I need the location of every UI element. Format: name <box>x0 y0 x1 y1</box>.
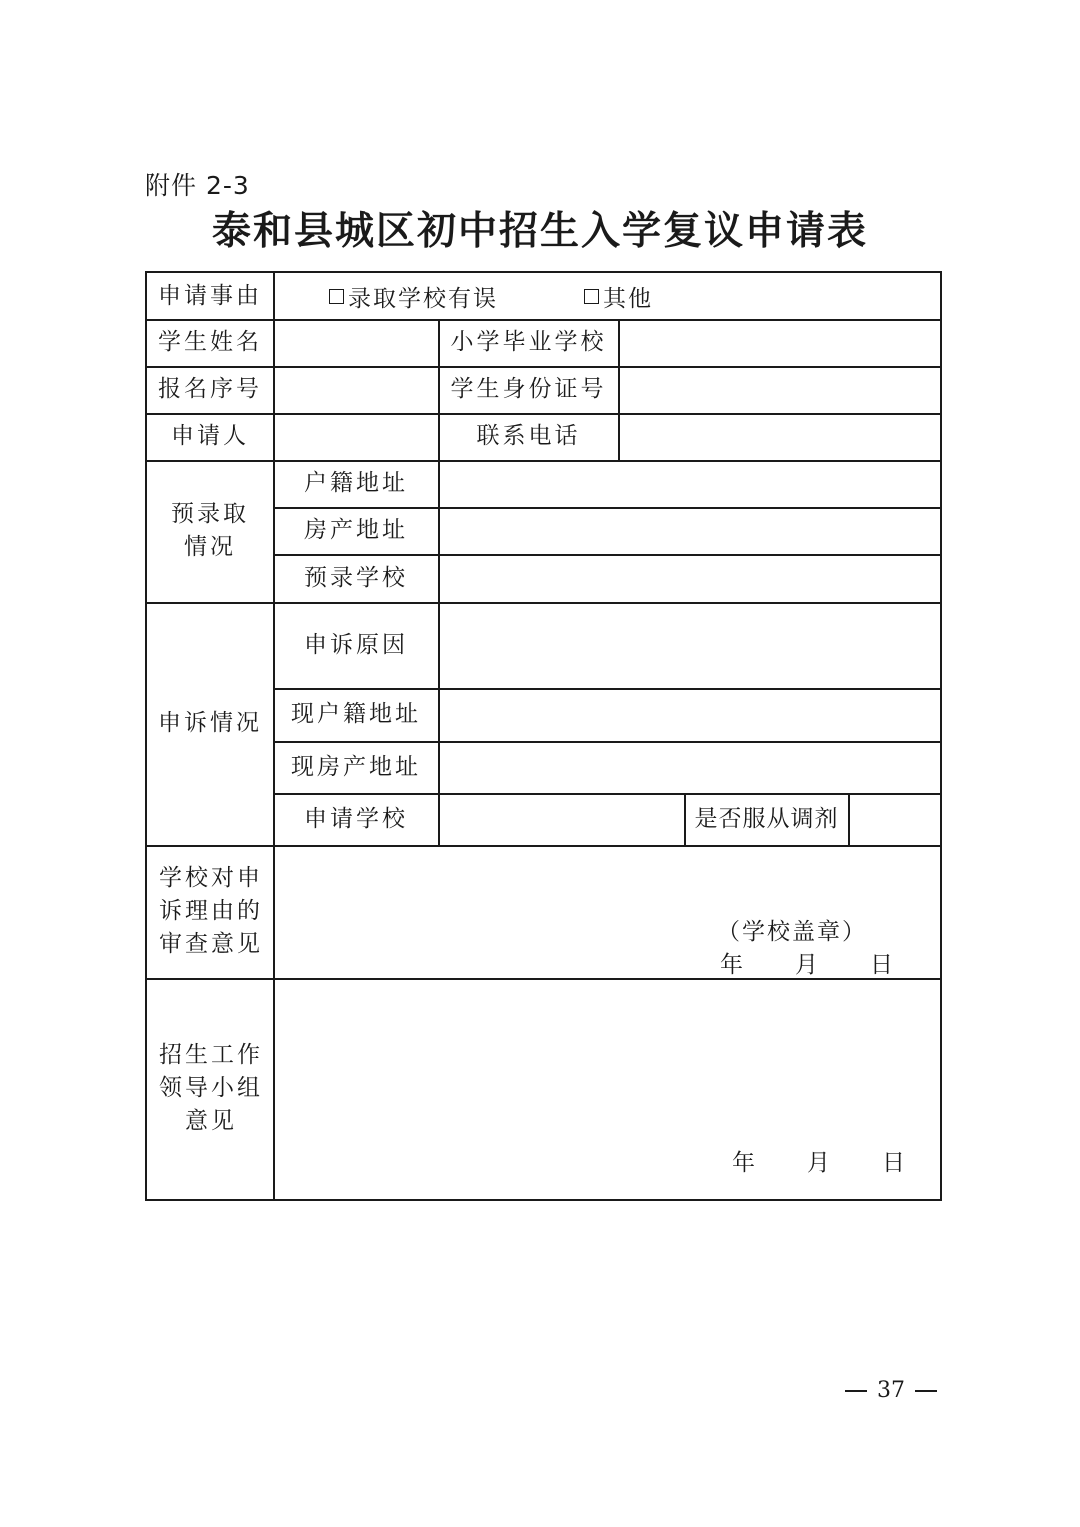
reason-option-school-error[interactable] <box>329 273 498 319</box>
current-household-address-label: 现户籍地址 <box>291 701 421 727</box>
pre-admission-label: 预录取情况 <box>171 501 249 560</box>
pre-school-label: 预录学校 <box>304 564 408 591</box>
property-address-label: 房产地址 <box>304 517 408 543</box>
leader-opinion-date: 年 月 日 <box>732 1150 907 1176</box>
household-address-label: 户籍地址 <box>304 470 408 496</box>
applicant-label: 申请人 <box>171 423 249 449</box>
reason-label: 申请事由 <box>158 282 262 309</box>
reg-number-label: 报名序号 <box>158 376 262 402</box>
page-number-value: 37 <box>877 1378 905 1403</box>
school-seal-note: （学校盖章） <box>717 919 867 945</box>
school-review-date: 年 月 日 <box>720 952 895 978</box>
checkbox-icon[interactable] <box>584 289 599 304</box>
current-property-address-label: 现房产地址 <box>291 753 421 780</box>
school-review-label: 学校对申诉理由的审查意见 <box>159 865 263 957</box>
primary-school-label: 小学毕业学校 <box>450 329 607 355</box>
apply-school-label: 申请学校 <box>304 805 408 832</box>
appeal-reason-label: 申诉原因 <box>304 631 408 658</box>
leader-opinion-label: 招生工作领导小组意见 <box>159 1042 263 1134</box>
dash-left <box>845 1390 867 1392</box>
reason-option-other-label: 其他 <box>603 285 653 312</box>
reason-option-school-error-label: 录取学校有误 <box>348 285 498 312</box>
attachment-label: 附件 2-3 <box>145 171 250 200</box>
reason-option-other[interactable] <box>584 273 653 319</box>
phone-label: 联系电话 <box>476 423 581 449</box>
checkbox-icon[interactable] <box>329 289 344 304</box>
form-title: 泰和县城区初中招生入学复议申请表 <box>211 208 868 254</box>
accept-adjustment-label: 是否服从调剂 <box>694 805 839 832</box>
appeal-situation-label: 申诉情况 <box>158 710 262 736</box>
student-name-label: 学生姓名 <box>158 329 262 355</box>
dash-right <box>915 1390 937 1392</box>
application-form <box>145 271 942 1201</box>
student-id-label: 学生身份证号 <box>450 376 607 402</box>
page-number <box>835 1378 947 1403</box>
